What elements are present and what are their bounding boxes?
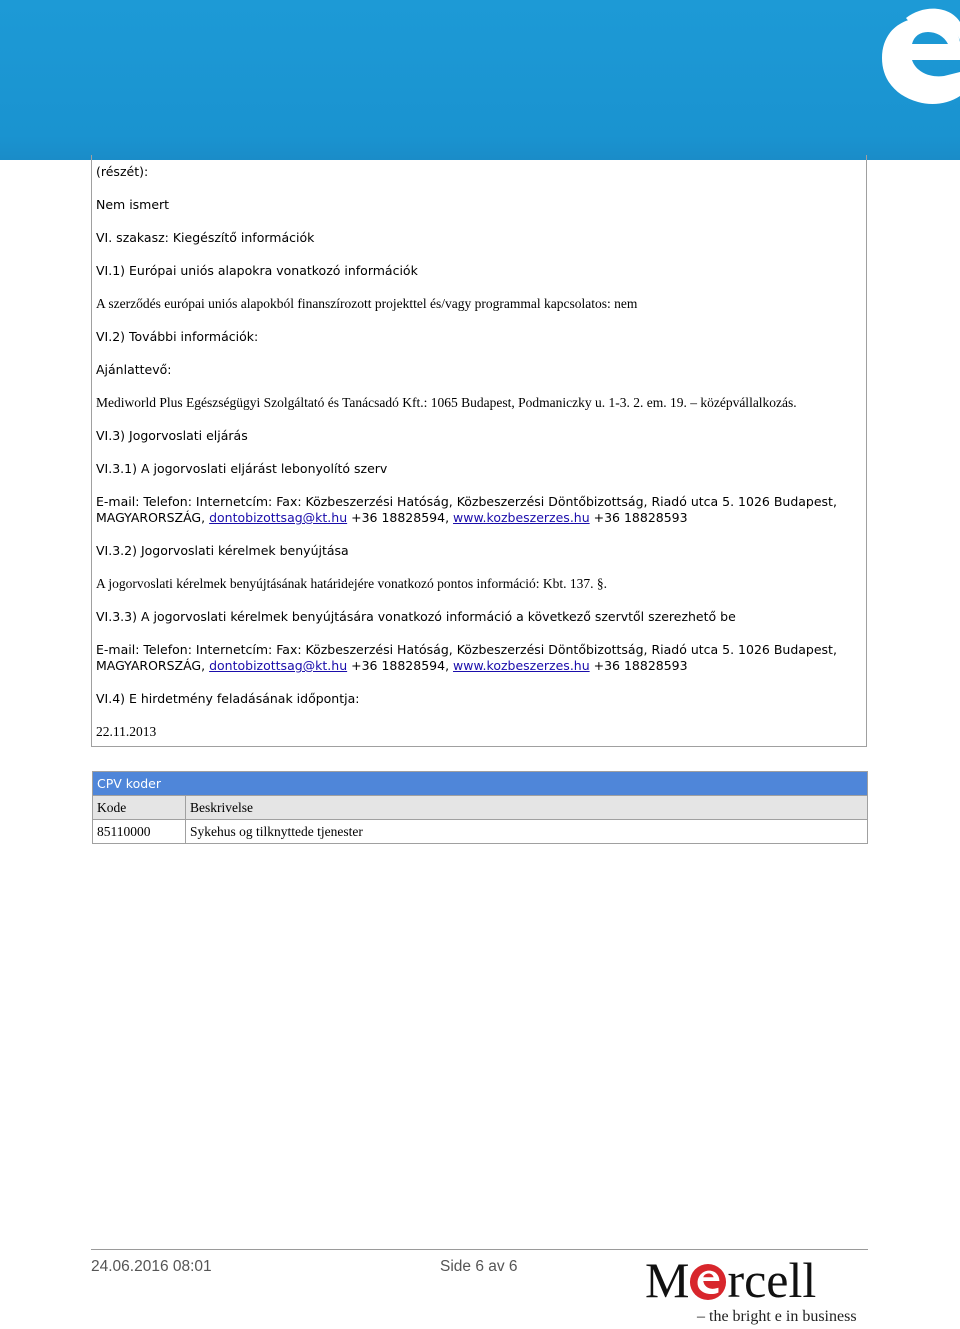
brand-e-icon xyxy=(820,0,960,110)
subsection-heading: VI.3.1) A jogorvoslati eljárást lebonyolító szerv xyxy=(96,461,388,476)
fax-text: +36 18828593 xyxy=(589,658,688,673)
email-link[interactable]: dontobizottsag@kt.hu xyxy=(209,510,348,525)
cpv-desc-cell: Sykehus og tilknyttede tjenester xyxy=(186,820,868,844)
subsection-heading: VI.1) Európai uniós alapokra vonatkozó információk xyxy=(96,263,418,278)
subsection-heading: VI.4) E hirdetmény feladásának időpontja: xyxy=(96,691,360,706)
web-link[interactable]: www.kozbeszerzes.hu xyxy=(453,510,590,525)
text-line: Mediworld Plus Egészségügyi Szolgáltató és Tanácsadó Kft.: 1065 Budapest, Podmaniczky u. 1-3. 2. em. 19. – középvállalkozás. xyxy=(96,395,797,410)
brand-logo xyxy=(645,1252,870,1329)
text-line: (részét): xyxy=(96,164,149,179)
brand-letters: rcell xyxy=(727,1252,817,1308)
subsection-heading: VI.2) További információk: xyxy=(96,329,259,344)
brand-tagline: – the bright e in business xyxy=(697,1308,857,1325)
section-heading: VI. szakasz: Kiegészítő információk xyxy=(96,230,315,245)
subsection-heading: VI.3.3) A jogorvoslati kérelmek benyújtására vonatkozó információ a következő szervtől szerezhető be xyxy=(96,609,736,624)
web-link[interactable]: www.kozbeszerzes.hu xyxy=(453,658,590,673)
contact-line: E-mail: Telefon: Internetcím: Fax: Közbeszerzési Hatóság, Közbeszerzési Döntőbizottság, Riadó utca 5. 1026 Budapest, xyxy=(96,642,837,657)
email-link[interactable]: dontobizottsag@kt.hu xyxy=(209,658,348,673)
cpv-table xyxy=(92,771,868,844)
fax-text: +36 18828593 xyxy=(589,510,688,525)
brand-wordmark xyxy=(645,1252,816,1308)
country-text: MAGYARORSZÁG, xyxy=(96,510,210,525)
table-row xyxy=(93,820,868,844)
header-banner xyxy=(0,0,960,160)
text-line: Nem ismert xyxy=(96,197,170,212)
brand-e-icon xyxy=(689,1263,727,1301)
cpv-col-desc-header: Beskrivelse xyxy=(186,796,868,820)
text-line: Ajánlattevő: xyxy=(96,362,172,377)
text-line: A szerződés európai uniós alapokból finanszírozott projekttel és/vagy programmal kapcsolatos: nem xyxy=(96,296,638,311)
phone-text: +36 18828594, xyxy=(347,510,454,525)
footer-date: 24.06.2016 08:01 xyxy=(91,1258,212,1275)
phone-text: +36 18828594, xyxy=(347,658,454,673)
cpv-col-code-header: Kode xyxy=(93,796,186,820)
text-line: A jogorvoslati kérelmek benyújtásának határidejére vonatkozó pontos információ: Kbt. 137. §. xyxy=(96,576,607,591)
cpv-table-title: CPV koder xyxy=(93,772,868,796)
contact-line: E-mail: Telefon: Internetcím: Fax: Közbeszerzési Hatóság, Közbeszerzési Döntőbizottság, Riadó utca 5. 1026 Budapest, xyxy=(96,494,837,509)
cpv-code-cell: 85110000 xyxy=(93,820,186,844)
subsection-heading: VI.3) Jogorvoslati eljárás xyxy=(96,428,248,443)
brand-letter: M xyxy=(645,1252,690,1308)
contact-line-2 xyxy=(96,658,688,674)
subsection-heading: VI.3.2) Jogorvoslati kérelmek benyújtása xyxy=(96,543,349,558)
contact-line-2 xyxy=(96,510,688,526)
footer-divider xyxy=(91,1249,868,1250)
country-text: MAGYARORSZÁG, xyxy=(96,658,210,673)
date-value: 22.11.2013 xyxy=(96,724,157,739)
footer-page-number: Side 6 av 6 xyxy=(440,1258,518,1275)
